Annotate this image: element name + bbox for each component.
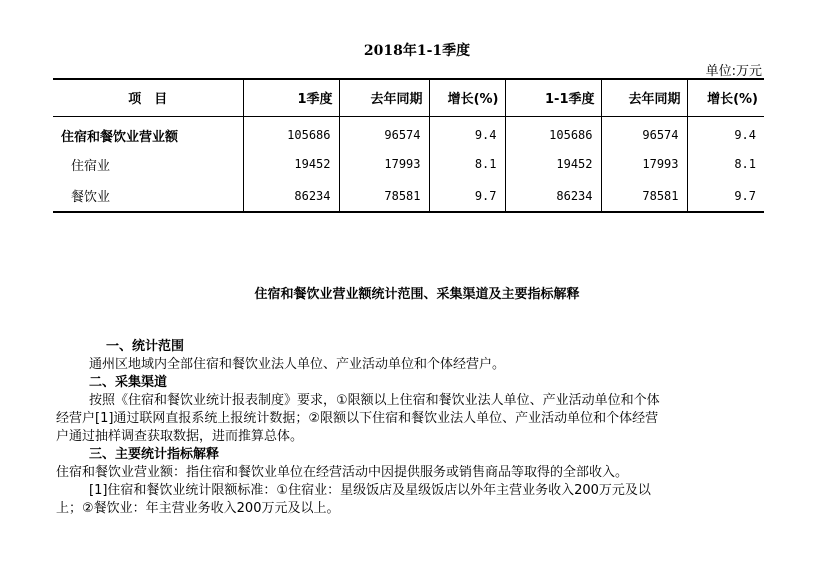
- table-cell: 9.7: [687, 180, 764, 212]
- table-cell: 17993: [339, 148, 429, 180]
- row-item-label: 住宿和餐饮业营业额: [61, 129, 179, 145]
- table-row: [53, 180, 764, 212]
- table-cell: 19452: [505, 148, 601, 180]
- table-cell: 9.4: [687, 116, 764, 148]
- row-item-label: 餐饮业: [53, 180, 243, 212]
- section2-heading: 二、采集渠道: [89, 375, 168, 390]
- table-cell: 8.1: [687, 148, 764, 180]
- header-last-year-cumulative: 去年同期: [601, 79, 687, 116]
- section2-line1: 按照《住宿和餐饮业统计报表制度》要求，①限额以上住宿和餐饮业法人单位、产业活动单位和个体: [89, 393, 660, 408]
- section3-heading: 三、主要统计指标解释: [89, 447, 220, 462]
- table-cell: 78581: [601, 180, 687, 212]
- header-cumulative: 1-1季度: [505, 79, 601, 116]
- table-cell: 105686: [505, 116, 601, 148]
- table-header-row: [53, 79, 764, 116]
- table-cell: 9.7: [429, 180, 505, 212]
- header-growth-cumulative: 增长(%): [687, 79, 764, 116]
- table-cell: 17993: [601, 148, 687, 180]
- section1-text: 通州区地域内全部住宿和餐饮业法人单位、产业活动单位和个体经营户。: [89, 357, 506, 372]
- table-cell: 9.4: [429, 116, 505, 148]
- section1-heading: 一、统计范围: [106, 339, 185, 354]
- statistics-table: [53, 78, 764, 213]
- table-cell: 105686: [243, 116, 339, 148]
- notes-title: 住宿和餐饮业营业额统计范围、采集渠道及主要指标解释: [254, 287, 580, 302]
- table-cell: 96574: [601, 116, 687, 148]
- table-cell: 86234: [243, 180, 339, 212]
- table-row: [53, 148, 764, 180]
- section3-line3: 上；②餐饮业：年主营业务收入200万元及以上。: [56, 501, 340, 516]
- section3-line2: [1]住宿和餐饮业统计限额标准：①住宿业：星级饭店及星级饭店以外年主营业务收入200万元及以: [89, 483, 651, 498]
- header-q1: 1季度: [243, 79, 339, 116]
- table-cell: 8.1: [429, 148, 505, 180]
- header-last-year-q1: 去年同期: [339, 79, 429, 116]
- row-item-label: 住宿业: [71, 158, 111, 174]
- section3-line1: 住宿和餐饮业营业额：指住宿和餐饮业单位在经营活动中因提供服务或销售商品等取得的全部收入。: [56, 465, 629, 480]
- header-item: 项 目: [53, 79, 243, 116]
- unit-label: 单位:万元: [705, 64, 762, 79]
- header-growth-q1: 增长(%): [429, 79, 505, 116]
- table-cell: 96574: [339, 116, 429, 148]
- table-row: [53, 116, 764, 148]
- table-cell: 86234: [505, 180, 601, 212]
- table-cell: 19452: [243, 148, 339, 180]
- document-title: 2018年1-1季度: [363, 43, 471, 59]
- section2-line3: 户通过抽样调查获取数据，进而推算总体。: [56, 429, 304, 444]
- table-cell: 78581: [339, 180, 429, 212]
- section2-line2: 经营户[1]通过联网直报系统上报统计数据；②限额以下住宿和餐饮业法人单位、产业活动单位和个体经营: [56, 411, 659, 426]
